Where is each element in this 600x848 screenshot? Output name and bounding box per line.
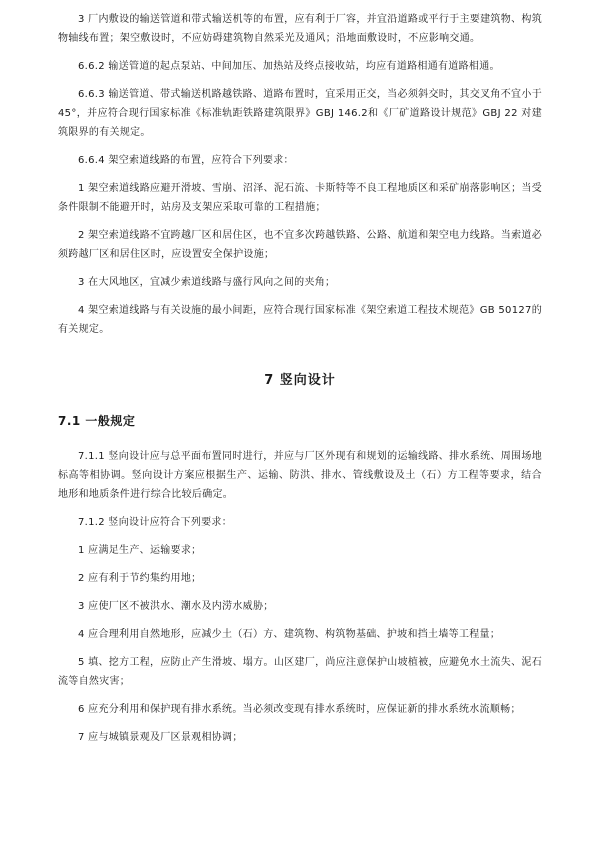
- clause-6-6-4-item-4: 4 架空索道线路与有关设施的最小间距，应符合现行国家标准《架空索道工程技术规范》GB 50127的有关规定。: [58, 305, 542, 335]
- clause-7-1-2-item-6: 6 应充分利用和保护现有排水系统。当必须改变现有排水系统时，应保证新的排水系统水流顺畅；: [78, 704, 521, 715]
- clause-6-6-1-item-3: 3 厂内敷设的输送管道和带式输送机等的布置，应有利于厂容，并宜沿道路或平行于主要建筑物、构筑物轴线布置；架空敷设时，不应妨碍建筑物自然采光及通风；沿地面敷设时，不应影响交通。: [58, 14, 542, 44]
- section-title: 7.1 一般规定: [58, 414, 136, 428]
- clause-6-6-4: 6.6.4 架空索道线路的布置，应符合下列要求：: [78, 155, 294, 166]
- clause-7-1-2-item-3: 3 应使厂区不被洪水、潮水及内涝水威胁；: [78, 601, 274, 612]
- clause-7-1-2-item-5: 5 填、挖方工程，应防止产生滑坡、塌方。山区建厂，尚应注意保护山坡植被，应避免水土流失、泥石流等自然灾害；: [58, 657, 542, 687]
- clause-7-1-2-item-2: 2 应有利于节约集约用地；: [78, 573, 202, 584]
- clause-7-1-2-item-7: 7 应与城镇景观及厂区景观相协调；: [78, 732, 243, 743]
- clause-7-1-2-item-4: 4 应合理利用自然地形，应减少土（石）方、建筑物、构筑物基础、护坡和挡土墙等工程量；: [78, 629, 501, 640]
- clause-7-1-1: 7.1.1 竖向设计应与总平面布置同时进行，并应与厂区外现有和规划的运输线路、排水系统、周围场地标高等相协调。竖向设计方案应根据生产、运输、防洪、排水、管线敷设及土（石）方工程等要求，结合地形和地质条件进行综合比较后确定。: [58, 451, 542, 500]
- clause-7-1-2-item-1: 1 应满足生产、运输要求；: [78, 545, 202, 556]
- clause-7-1-2: 7.1.2 竖向设计应符合下列要求：: [78, 517, 233, 528]
- clause-6-6-4-item-1: 1 架空索道线路应避开滑坡、雪崩、沼泽、泥石流、卡斯特等不良工程地质区和采矿崩落影响区；当受条件限制不能避开时，站房及支架应采取可靠的工程措施；: [58, 183, 542, 213]
- clause-6-6-3: 6.6.3 输送管道、带式输送机路越铁路、道路布置时，宜采用正交，当必须斜交时，其交叉角不宜小于 45°，并应符合现行国家标准《标准轨距铁路建筑限界》GBJ 146.2和《厂矿道路设计规范》GBJ 22 对建筑限界的有关规定。: [58, 89, 542, 138]
- clause-6-6-4-item-3: 3 在大风地区，宜减少索道线路与盛行风向之间的夹角；: [78, 277, 336, 288]
- chapter-title: 7 竖向设计: [264, 373, 336, 388]
- clause-6-6-2: 6.6.2 输送管道的起点泵站、中间加压、加热站及终点接收站，均应有道路相通有道路相通。: [78, 61, 500, 72]
- clause-6-6-4-item-2: 2 架空索道线路不宜跨越厂区和居住区，也不宜多次跨越铁路、公路、航道和架空电力线路。当索道必须跨越厂区和居住区时，应设置安全保护设施；: [58, 230, 542, 260]
